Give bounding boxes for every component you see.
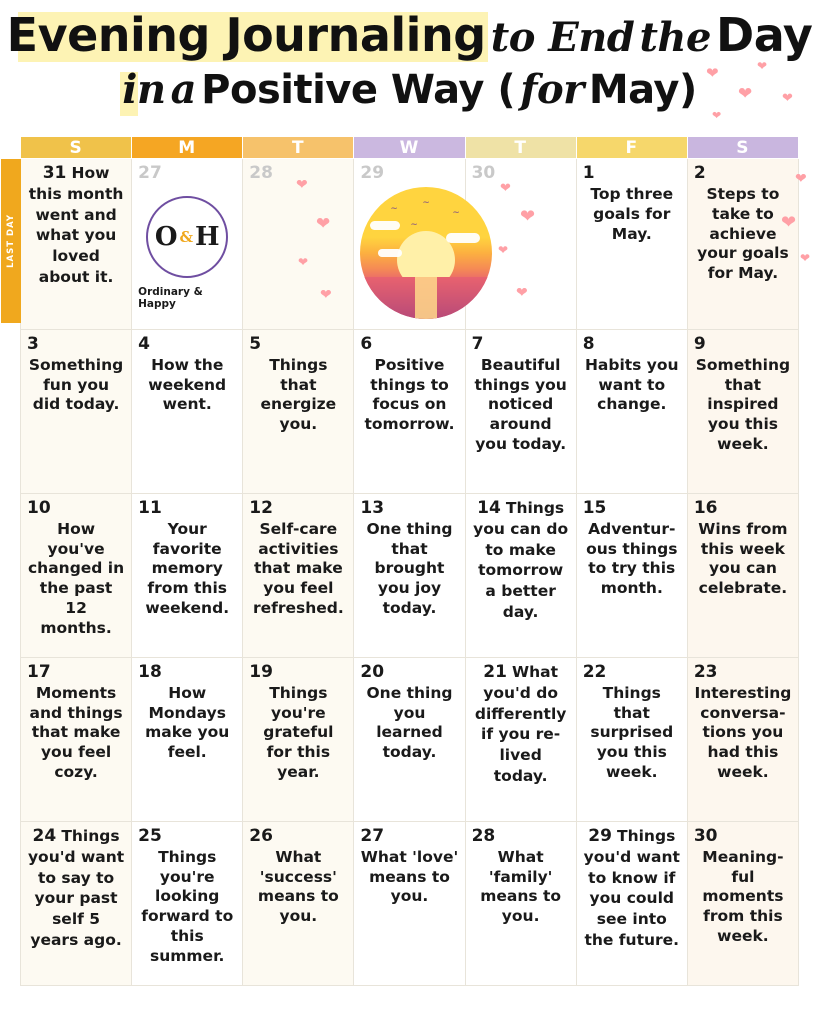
bird-icon: ∼ — [410, 219, 418, 230]
water-reflection — [415, 277, 437, 319]
heart-icon: ❤ — [800, 251, 811, 265]
heart-icon: ❤ — [298, 255, 309, 269]
calendar-cell-16[interactable] — [687, 493, 798, 657]
prompt-text: Habits you want to change. — [584, 355, 679, 414]
weekday-header-friday: F — [576, 137, 687, 159]
prompt-text: How Mondays make you feel. — [145, 683, 230, 762]
cell-inner — [27, 163, 125, 288]
prompt-text: Something fun you did today. — [28, 355, 124, 414]
heart-icon: ❤ — [738, 84, 753, 104]
cloud-shape — [370, 221, 400, 230]
calendar-cell-20[interactable] — [354, 657, 465, 821]
heart-icon: ❤ — [757, 59, 768, 73]
day-number: 3 — [27, 333, 39, 354]
prompt-text: How you've changed in the past 12 months. — [27, 519, 125, 637]
logo-letter-h: H — [195, 221, 220, 252]
title-part-the: the — [639, 14, 711, 61]
brand-logo — [138, 183, 236, 323]
prompt-text: What you'd do differently if you re-lived today. — [474, 662, 567, 785]
prompt-text: Something that inspired you this week. — [695, 355, 791, 453]
title-line-2 — [0, 66, 819, 120]
weekday-header-saturday: S — [687, 137, 798, 159]
calendar-cell-9[interactable] — [687, 329, 798, 493]
calendar-cell-12[interactable] — [243, 493, 354, 657]
prompt-text: How the weekend went. — [148, 355, 227, 414]
title-part-in: in — [122, 66, 166, 113]
title-part-positive-way: Positive Way ( — [201, 67, 516, 113]
weekday-header-sunday: S — [21, 137, 132, 159]
prompt-text: Your favorite memory from this weekend. — [145, 519, 230, 617]
day-number: 27 — [360, 825, 385, 846]
day-number: 5 — [249, 333, 262, 354]
calendar-cell-11[interactable] — [132, 493, 243, 657]
day-number: 25 — [138, 825, 162, 846]
calendar-cell-17[interactable] — [21, 657, 132, 821]
day-number: 29 — [360, 163, 385, 183]
day-number: 23 — [693, 661, 718, 682]
prompt-text: Self-care activities that make you feel refreshed. — [252, 519, 344, 617]
calendar-cell-27-prev[interactable] — [132, 159, 243, 330]
title-part-a: a — [170, 66, 197, 113]
weekday-header-wednesday: W — [354, 137, 465, 159]
calendar-week-row — [21, 329, 799, 493]
calendar-cell-23[interactable] — [687, 657, 798, 821]
calendar-cell-14[interactable] — [465, 493, 576, 657]
day-number: 18 — [138, 661, 162, 682]
last-day-tab — [1, 159, 21, 323]
calendar-cell-4[interactable] — [132, 329, 243, 493]
heart-icon: ❤ — [316, 214, 331, 234]
prompt-text: Things you're looking forward to this summer. — [141, 847, 234, 965]
calendar-cell-27[interactable] — [354, 821, 465, 985]
day-number: 31 — [42, 163, 67, 183]
day-number: 17 — [27, 661, 51, 682]
logo-circle — [146, 196, 228, 278]
cell-inner — [583, 163, 681, 244]
prompt-text: One thing you learned today. — [366, 683, 453, 762]
prompt-text: Moments and things that make you feel cozy. — [29, 683, 123, 781]
calendar-cell-28-prev[interactable] — [243, 159, 354, 330]
day-number: 10 — [27, 497, 51, 518]
day-number: 16 — [693, 497, 718, 518]
day-number: 22 — [582, 661, 607, 682]
day-number: 8 — [582, 333, 595, 354]
day-number: 28 — [249, 163, 273, 183]
heart-icon: ❤ — [296, 177, 308, 193]
day-number: 14 — [477, 497, 501, 518]
heart-icon: ❤ — [320, 287, 332, 303]
calendar-week-row — [21, 657, 799, 821]
calendar-cell-3[interactable] — [21, 329, 132, 493]
heart-icon: ❤ — [516, 285, 528, 301]
prompt-text: Interesting conversa-tions you had this week. — [694, 683, 792, 781]
day-number: 2 — [693, 163, 706, 183]
prompt-text: Things you'd want to know if you could see into the future. — [583, 826, 680, 949]
prompt-text: One thing that brought you joy today. — [366, 519, 453, 617]
calendar-cell-30[interactable] — [687, 821, 798, 985]
prompt-text: What 'success' means to you. — [257, 847, 339, 926]
calendar-cell-29[interactable] — [576, 821, 687, 985]
day-number: 28 — [471, 825, 496, 846]
heart-icon: ❤ — [795, 171, 807, 187]
prompt-text: Things that surprised you this week. — [590, 683, 674, 781]
heart-icon: ❤ — [520, 206, 536, 227]
calendar-cell-18[interactable] — [132, 657, 243, 821]
day-number: 6 — [360, 333, 373, 354]
last-day-label: LAST DAY — [6, 214, 16, 268]
heart-icon: ❤ — [712, 109, 722, 122]
calendar-cell-6[interactable] — [354, 329, 465, 493]
prompt-text: Adventur-ous things to try this month. — [586, 519, 678, 598]
heart-icon: ❤ — [500, 181, 511, 196]
calendar-cell-7[interactable] — [465, 329, 576, 493]
day-number: 12 — [249, 497, 273, 518]
day-number: 19 — [249, 661, 273, 682]
day-number: 29 — [588, 825, 612, 846]
logo-subtitle: Ordinary & Happy — [138, 285, 203, 310]
cell-inner — [472, 498, 570, 623]
cell-inner — [583, 826, 681, 951]
day-number: 20 — [360, 661, 385, 682]
prompt-text: Beautiful things you noticed around you today. — [474, 355, 567, 453]
calendar-cell-10[interactable] — [21, 493, 132, 657]
prompt-text: Things you'd want to say to your past self 5 years ago. — [27, 826, 125, 949]
heart-icon: ❤ — [498, 243, 509, 257]
heart-icon: ❤ — [781, 212, 797, 233]
calendar-week-row — [21, 159, 799, 330]
day-number: 1 — [582, 163, 595, 183]
calendar-cell-13[interactable] — [354, 493, 465, 657]
weekday-header-row — [21, 137, 799, 159]
weekday-header-tuesday: T — [243, 137, 354, 159]
prompt-text: Things you're grateful for this year. — [263, 683, 334, 781]
title-part-day: Day — [716, 8, 813, 62]
calendar-cell-15[interactable] — [576, 493, 687, 657]
cell-inner — [472, 662, 570, 787]
calendar-cell-2[interactable] — [687, 159, 798, 330]
calendar-cell-29-prev[interactable] — [354, 159, 465, 330]
calendar-cell-22[interactable] — [576, 657, 687, 821]
heart-icon: ❤ — [706, 64, 719, 82]
cell-inner — [27, 826, 125, 951]
sunset-illustration — [360, 187, 492, 319]
prompt-text: Top three goals for May. — [590, 184, 674, 243]
bird-icon: ∼ — [390, 203, 398, 214]
water-shape — [360, 277, 492, 319]
prompt-text: Steps to take to achieve your goals for May. — [697, 184, 789, 283]
day-number: 30 — [471, 163, 496, 183]
calendar-cell-28[interactable] — [465, 821, 576, 985]
calendar-cell-31[interactable] — [6, 159, 132, 330]
day-number: 7 — [471, 333, 484, 354]
prompt-text: How this month went and what you loved about it. — [28, 164, 124, 287]
day-number: 30 — [693, 825, 718, 846]
weekday-header-monday: M — [132, 137, 243, 159]
prompt-text: Wins from this week you can celebrate. — [698, 519, 788, 598]
day-number: 13 — [360, 497, 385, 518]
title-line-1 — [0, 8, 819, 66]
calendar-body — [6, 159, 799, 986]
day-number: 21 — [483, 661, 507, 682]
logo-letter-o: O — [154, 221, 178, 252]
calendar-table — [6, 136, 799, 986]
prompt-text: What 'family' means to you. — [480, 847, 562, 926]
calendar-cell-5[interactable] — [243, 329, 354, 493]
day-number: 11 — [138, 497, 162, 518]
prompt-text: Things you can do to make tomorrow a better day. — [473, 498, 569, 621]
prompt-text: Positive things to focus on tomorrow. — [364, 355, 455, 434]
calendar-cell-26[interactable] — [243, 821, 354, 985]
day-number: 24 — [32, 825, 57, 846]
title-part-to-end: to End — [490, 14, 635, 61]
day-number: 26 — [249, 825, 273, 846]
day-number: 27 — [138, 163, 162, 183]
bird-icon: ∼ — [452, 207, 460, 218]
day-number: 9 — [693, 333, 706, 354]
calendar-cell-8[interactable] — [576, 329, 687, 493]
logo-ampersand: & — [179, 227, 194, 246]
calendar-cell-24[interactable] — [21, 821, 132, 985]
cloud-shape — [378, 249, 402, 257]
calendar-cell-25[interactable] — [132, 821, 243, 985]
bird-icon: ∼ — [422, 197, 430, 208]
calendar-week-row — [21, 821, 799, 985]
page-header — [0, 0, 819, 136]
day-number: 15 — [582, 497, 607, 518]
calendar-cell-19[interactable] — [243, 657, 354, 821]
prompt-text: What 'love' means to you. — [360, 847, 459, 906]
weekday-header-thursday: T — [465, 137, 576, 159]
title-part-for: for — [520, 66, 584, 113]
prompt-text: Meaning-ful moments from this week. — [702, 847, 784, 945]
title-part-may: May) — [588, 67, 697, 113]
day-number: 4 — [138, 333, 150, 354]
calendar-cell-1[interactable] — [576, 159, 687, 330]
calendar-cell-21[interactable] — [465, 657, 576, 821]
cell-inner — [694, 163, 792, 284]
calendar-week-row — [21, 493, 799, 657]
heart-icon: ❤ — [782, 91, 793, 106]
cloud-shape — [446, 233, 480, 243]
title-part-evening-journaling: Evening Journaling — [6, 8, 486, 62]
prompt-text: Things that energize you. — [260, 355, 337, 434]
